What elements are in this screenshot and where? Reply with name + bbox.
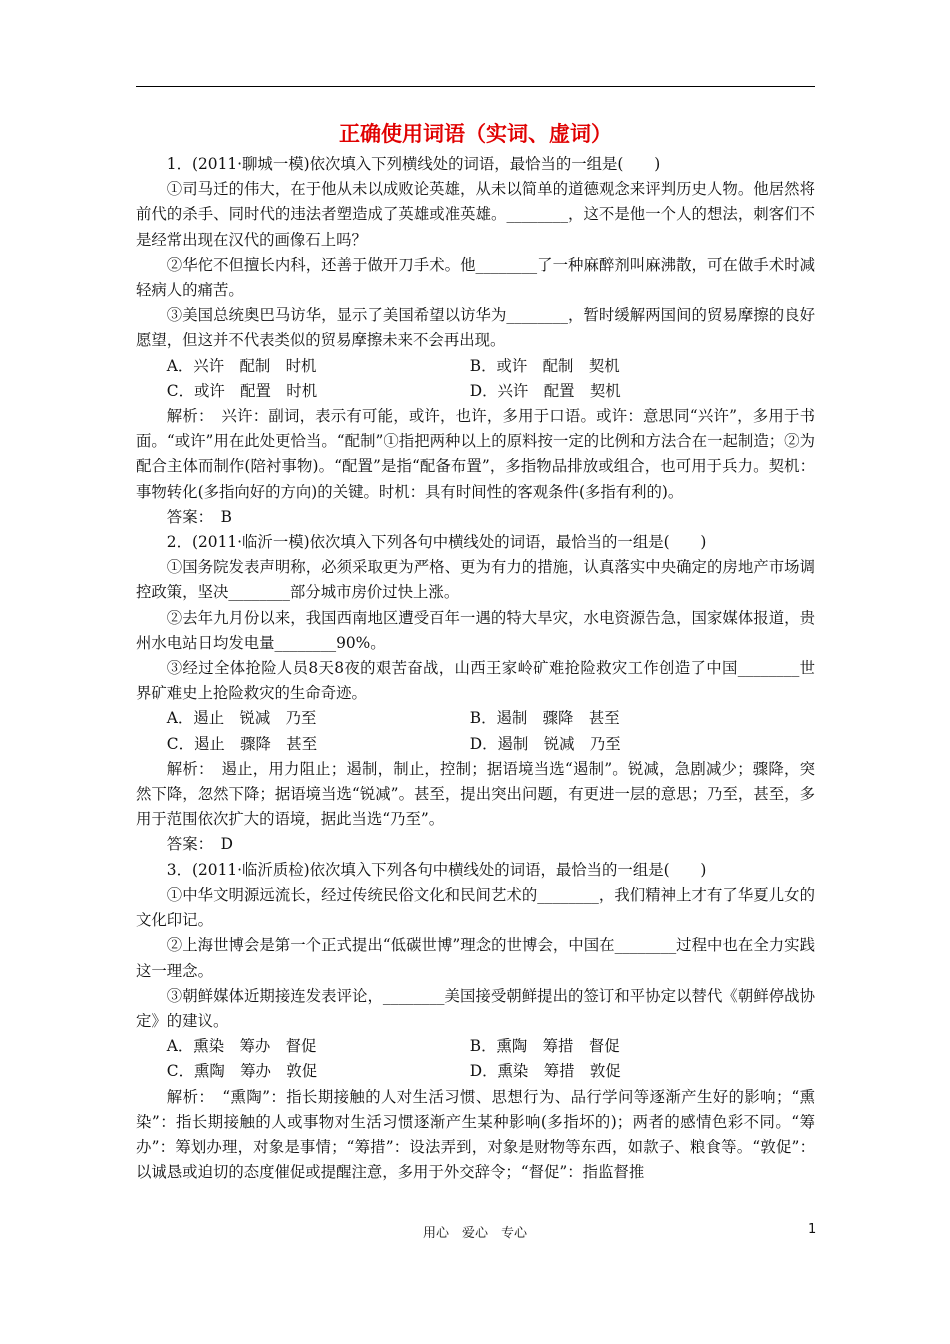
option-b: B．熏陶 筹措 督促 [469, 1037, 620, 1056]
option-a: A．遏止 锐减 乃至 [166, 709, 317, 728]
question-1 [136, 152, 815, 530]
options-row-1 [136, 354, 815, 379]
page-number: 1 [808, 1222, 817, 1237]
sentence-2: ②去年九月份以来，我国西南地区遭受百年一遇的特大旱灾，水电资源告急，国家媒体报道，贵州水电站日均发电量________90%。 [136, 608, 815, 652]
header-rule [136, 86, 815, 87]
option-b: B．遏制 骤降 甚至 [469, 709, 620, 728]
option-a: A．兴许 配制 时机 [166, 356, 317, 375]
options-row-2 [136, 379, 815, 404]
option-d: D．兴许 配置 契机 [469, 381, 621, 400]
answer: 答案： D [166, 835, 233, 854]
sentence-3: ③朝鲜媒体近期接连发表评论，________美国接受朝鲜提出的签订和平协定以替代《朝鲜停战协定》的建议。 [136, 986, 815, 1030]
question-stem: 3．(2011·临沂质检)依次填入下列各句中横线处的词语，最恰当的一组是( ) [166, 860, 707, 879]
page-title: 正确使用词语（实词、虚词） [339, 121, 612, 146]
question-stem: 1．(2011·聊城一模)依次填入下列横线处的词语，最恰当的一组是( ) [166, 155, 661, 173]
option-c: C．或许 配置 时机 [166, 381, 318, 400]
option-a: A．熏染 筹办 督促 [166, 1037, 317, 1056]
sentence-2: ②华佗不但擅长内科，还善于做开刀手术。他________了一种麻醉剂叫麻沸散，可在做手术时减轻病人的痛苦。 [136, 255, 815, 300]
options-row-1 [136, 706, 815, 731]
analysis: 解析： “熏陶”：指长期接触的人对生活习惯、思想行为、品行学问等逐渐产生好的影响；“熏染”：指长期接触的人或事物对生活习惯逐渐产生某种影响(多指坏的)；两者的感情色彩不同。“筹办”：筹划办理，对象是事情；“筹措”：设法弄到，对象是财物等东西，如款子、粮食等。“敦促”：以诚恳或迫切的态度催促或提醒注意，多用于外交辞令；“督促”：指监督推 [136, 1087, 815, 1182]
option-d: D．遏制 锐减 乃至 [469, 734, 621, 753]
footer-motto: 用心 爱心 专心 [422, 1226, 527, 1241]
analysis: 解析： 遏止，用力阻止；遏制，制止，控制；据语境当选“遏制”。锐减，急剧减少；骤降，突然下降，忽然下降；据语境当选“锐减”。甚至，提出突出问题，有更进一层的意思；乃至，甚至，多用于范围依次扩大的语境，据此当选“乃至”。 [136, 759, 815, 829]
options-row-2 [136, 732, 815, 757]
option-c: C．遏止 骤降 甚至 [166, 734, 318, 753]
options-row-2 [136, 1059, 815, 1084]
question-2 [136, 530, 815, 858]
answer: 答案： B [166, 507, 232, 526]
options-row-1 [136, 1034, 815, 1059]
option-b: B．或许 配制 契机 [469, 356, 620, 375]
option-d: D．熏染 筹措 敦促 [469, 1062, 621, 1081]
analysis: 解析： 兴许：副词，表示有可能，或许，也许，多用于口语。或许：意思同“兴许”，多用于书面。“或许”用在此处更恰当。“配制”①指把两种以上的原料按一定的比例和方法合在一起制造；②为配合主体而制作(陪衬事物)。“配置”是指“配备布置”，多指物品排放或组合，也可用于兵力。契机：事物转化(多指向好的方向)的关键。时机：具有时间性的客观条件(多指有利的)。 [136, 407, 815, 501]
question-stem: 2．(2011·临沂一模)依次填入下列各句中横线处的词语，最恰当的一组是( ) [166, 533, 707, 552]
question-3 [136, 858, 815, 1186]
document-body [136, 118, 815, 1185]
page-footer [0, 1222, 950, 1242]
sentence-1: ①司马迁的伟大，在于他从未以成败论英雄，从未以简单的道德观念来评判历史人物。他居然将前代的杀手、同时代的违法者塑造成了英雄或准英雄。________，这不是他一个人的想法，刺客们不是经常出现在汉代的画像石上吗？ [136, 180, 815, 249]
sentence-3: ③美国总统奥巴马访华，显示了美国希望以访华为________，暂时缓解两国间的贸易摩擦的良好愿望，但这并不代表类似的贸易摩擦未来不会再出现。 [136, 306, 815, 350]
option-c: C．熏陶 筹办 敦促 [166, 1062, 318, 1081]
sentence-3: ③经过全体抢险人员8天8夜的艰苦奋战，山西王家岭矿难抢险救灾工作创造了中国________世界矿难史上抢险救灾的生命奇迹。 [136, 659, 815, 703]
sentence-1: ①中华文明源远流长，经过传统民俗文化和民间艺术的________，我们精神上才有了华夏儿女的文化印记。 [136, 885, 815, 930]
sentence-2: ②上海世博会是第一个正式提出“低碳世博”理念的世博会，中国在________过程中也在全力实践这一理念。 [136, 936, 815, 980]
sentence-1: ①国务院发表声明称，必须采取更为严格、更为有力的措施，认真落实中央确定的房地产市场调控政策，坚决________部分城市房价过快上涨。 [136, 558, 815, 602]
